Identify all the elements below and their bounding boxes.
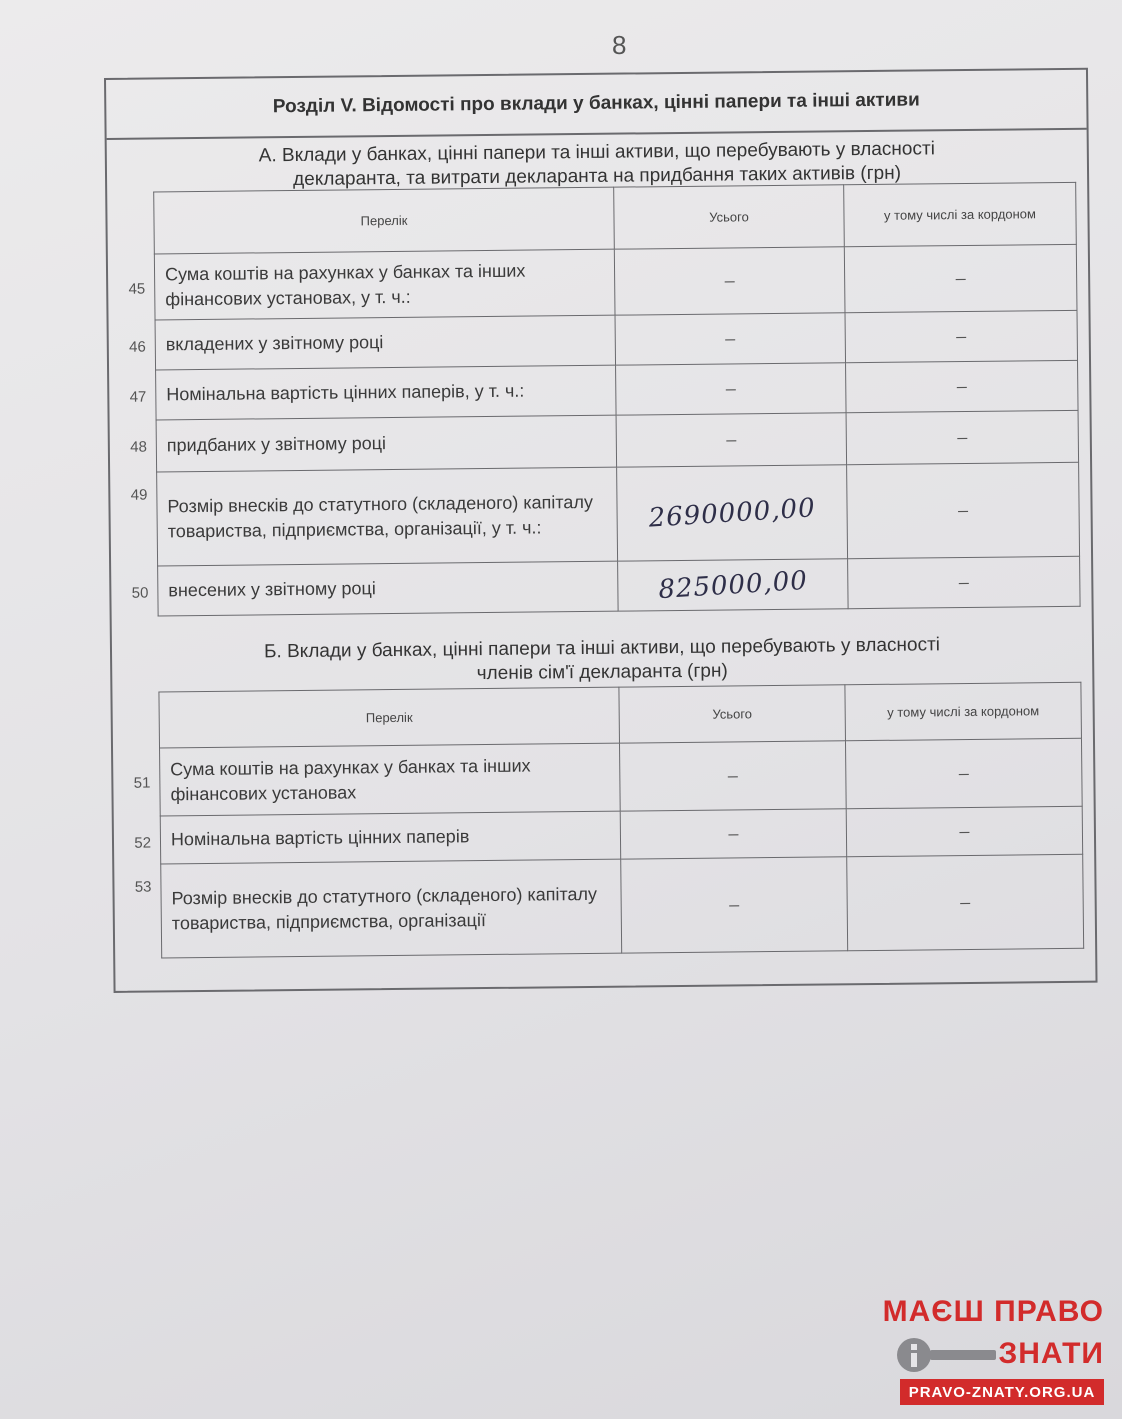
- subsection-a-title-line2: декларанта, та витрати декларанта на придбання таких активів (грн): [293, 162, 902, 191]
- abroad-cell: –: [848, 556, 1081, 608]
- logo-text-line2: ЗНАТИ: [998, 1337, 1104, 1370]
- key-icon: [894, 1335, 1002, 1375]
- subsection-b-title: [172, 632, 1032, 689]
- abroad-cell: –: [845, 310, 1078, 362]
- logo-domain: PRAVO-ZNATY.ORG.UA: [900, 1379, 1104, 1405]
- assets-table-b: [133, 682, 1084, 959]
- total-cell: –: [616, 363, 847, 415]
- abroad-cell: –: [847, 854, 1084, 950]
- total-cell: –: [615, 313, 846, 365]
- table-row: [156, 410, 1078, 472]
- table-row: [158, 556, 1080, 616]
- total-cell: –: [614, 247, 845, 315]
- row-label: Сума коштів на рахунках у банках та інших фінансових установах: [170, 755, 531, 804]
- column-header-abroad: у тому числі за кордоном: [844, 182, 1077, 246]
- handwritten-amount: 825000,00: [657, 565, 809, 605]
- page-number: 8: [612, 30, 627, 60]
- watermark-logo: [882, 1293, 1112, 1411]
- table-row: [154, 244, 1077, 320]
- row-label: Розмір внесків до статутного (складеного) капіталу товариства, підприємства, організації, у т. ч.:: [167, 491, 593, 541]
- column-header-abroad: у тому числі за кордоном: [845, 682, 1082, 740]
- abroad-cell: –: [844, 244, 1077, 312]
- handwritten-amount: 2690000,00: [647, 492, 817, 534]
- abroad-cell: –: [846, 806, 1082, 856]
- total-cell: –: [616, 413, 847, 467]
- section-title: Розділ V. Відомості про вклади у банках, цінні папери та інші активи: [106, 70, 1087, 140]
- abroad-cell: –: [845, 738, 1082, 808]
- row-number: 47: [129, 388, 147, 406]
- row-label: Номінальна вартість цінних паперів, у т. ч.:: [166, 380, 525, 405]
- row-label: придбаних у звітному році: [166, 433, 387, 456]
- row-number: 52: [134, 834, 152, 852]
- column-header-total: Усього: [614, 185, 845, 249]
- table-row: [157, 462, 1080, 566]
- table-row: [161, 854, 1084, 958]
- abroad-cell: –: [846, 360, 1079, 412]
- table-row: [160, 738, 1083, 816]
- total-cell: –: [620, 809, 846, 859]
- declaration-section-v: [104, 68, 1098, 993]
- row-number: 46: [129, 338, 146, 356]
- row-number: 50: [131, 584, 149, 602]
- total-cell: –: [621, 857, 848, 953]
- abroad-cell: –: [847, 462, 1080, 558]
- abroad-cell: –: [846, 410, 1079, 464]
- assets-table-a: [128, 182, 1080, 617]
- row-number: 51: [133, 774, 151, 792]
- table-header-row: [159, 682, 1082, 748]
- table-header-row: [154, 182, 1077, 254]
- column-header-total: Усього: [619, 685, 846, 743]
- total-cell: –: [619, 741, 846, 811]
- row-label: Номінальна вартість цінних паперів: [170, 826, 470, 850]
- row-label: Розмір внесків до статутного (складеного) капіталу товариства, підприємства, організації: [171, 883, 598, 933]
- row-number: 49: [130, 486, 148, 504]
- logo-text-line1: МАЄШ ПРАВО: [882, 1295, 1104, 1328]
- row-number: 45: [128, 280, 146, 298]
- column-header-item: Перелік: [159, 687, 620, 748]
- row-number: 53: [134, 878, 152, 896]
- row-number: 48: [130, 438, 147, 456]
- subsection-a-title-line1: А. Вклади у банках, цінні папери та інші активи, що перебувають у власності: [258, 138, 935, 167]
- row-label: вкладених у звітному році: [165, 332, 384, 355]
- row-label: Сума коштів на рахунках у банках та інших фінансових установах, у т. ч.:: [164, 260, 526, 309]
- row-label: внесених у звітному році: [168, 578, 376, 601]
- subsection-b-title-line2: членів сім'ї декларанта (грн): [476, 660, 728, 685]
- column-header-item: Перелік: [154, 187, 615, 254]
- subsection-b-title-line1: Б. Вклади у банках, цінні папери та інші активи, що перебувають у власності: [263, 634, 941, 663]
